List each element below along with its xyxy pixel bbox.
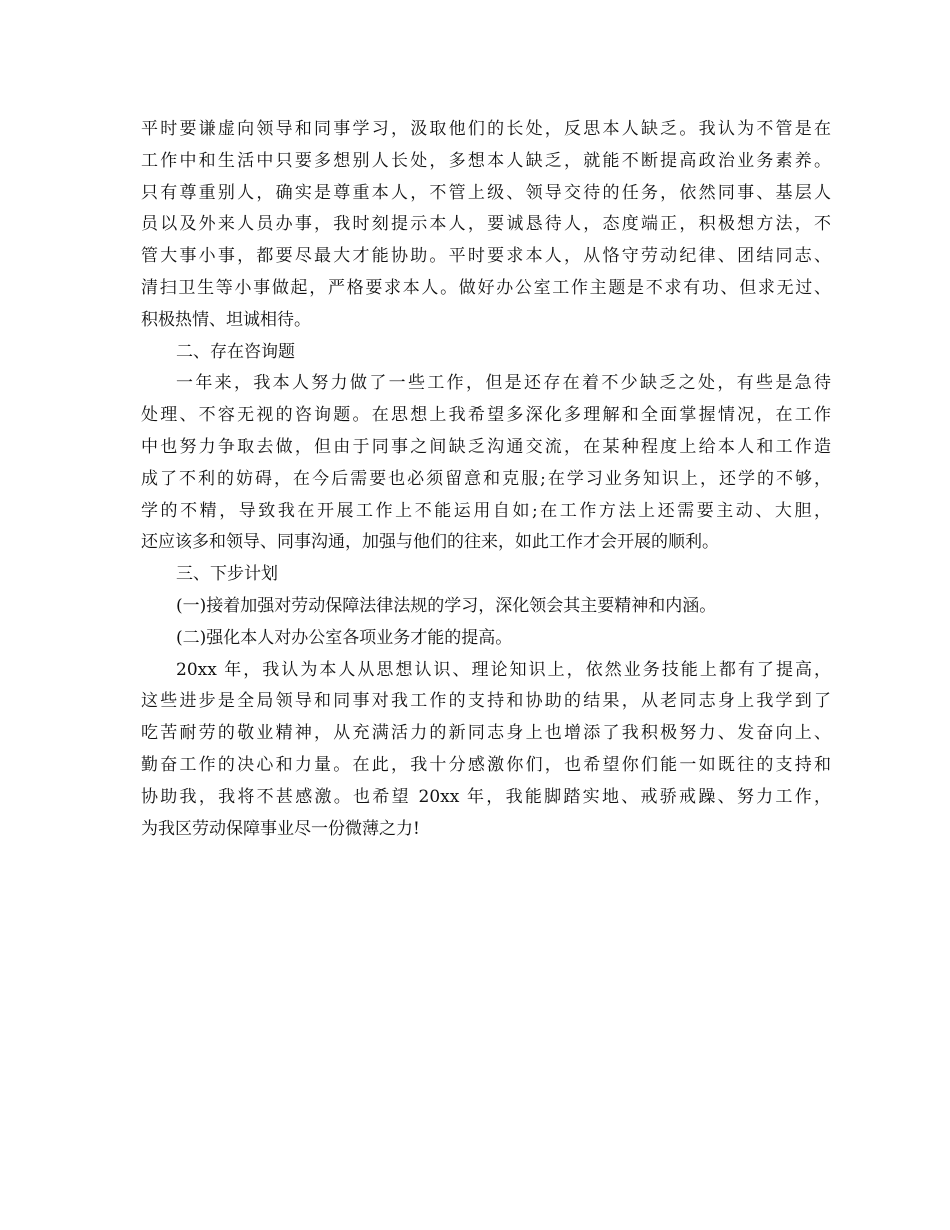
text-line: 工作中和生活中只要多想别人长处，多想本人缺乏，就能不断提高政治业务素养。 (141, 150, 831, 171)
text-line: 管大事小事，都要尽最大才能协助。平时要求本人，从恪守劳动纪律、团结同志、 (141, 246, 831, 267)
text-line: 一年来，我本人努力做了一些工作，但是还存在着不少缺乏之处，有些是急待 (176, 373, 831, 394)
text-line: (二)强化本人对办公室各项业务才能的提高。 (176, 627, 513, 648)
text-line: 处理、不容无视的咨询题。在思想上我希望多深化多理解和全面掌握情况，在工作 (141, 405, 831, 426)
text-line: 20xx 年，我认为本人从思想认识、理论知识上，依然业务技能上都有了提高， (176, 659, 831, 680)
text-line: 协助我，我将不甚感激。也希望 20xx 年，我能脚踏实地、戒骄戒躁、努力工作， (141, 786, 831, 807)
text-line: 员以及外来人员办事，我时刻提示本人，要诚恳待人，态度端正，积极想方法，不 (141, 214, 831, 235)
text-line: 为我区劳动保障事业尽一份微薄之力! (141, 818, 420, 839)
text-line: (一)接着加强对劳动保障法律法规的学习，深化领会其主要精神和内涵。 (176, 595, 717, 616)
text-line: 平时要谦虚向领导和同事学习，汲取他们的长处，反思本人缺乏。我认为不管是在 (141, 119, 831, 139)
text-line: 中也努力争取去做，但由于同事之间缺乏沟通交流，在某种程度上给本人和工作造 (141, 436, 831, 457)
text-line: 只有尊重别人，确实是尊重本人，不管上级、领导交待的任务，依然同事、基层人 (141, 182, 831, 203)
text-line: 这些进步是全局领导和同事对我工作的支持和协助的结果，从老同志身上我学到了 (141, 691, 831, 712)
document-body (141, 114, 831, 845)
text-line: 清扫卫生等小事做起，严格要求本人。做好办公室工作主题是不求有功、但求无过、 (141, 277, 831, 298)
text-line: 成了不利的妨碍，在今后需要也必须留意和克服;在学习业务知识上，还学的不够， (141, 468, 831, 489)
text-line: 还应该多和领导、同事沟通，加强与他们的往来，如此工作才会开展的顺利。 (141, 532, 719, 553)
text-line: 学的不精，导致我在开展工作上不能运用自如;在工作方法上还需要主动、大胆， (141, 500, 831, 521)
text-line: 三、下步计划 (176, 564, 278, 585)
text-line: 勤奋工作的决心和力量。在此，我十分感激你们，也希望你们能一如既往的支持和 (141, 754, 831, 775)
text-line: 积极热情、坦诚相待。 (141, 309, 311, 330)
text-line: 二、存在咨询题 (176, 341, 295, 362)
text-line: 吃苦耐劳的敬业精神，从充满活力的新同志身上也增添了我积极努力、发奋向上、 (141, 723, 831, 744)
